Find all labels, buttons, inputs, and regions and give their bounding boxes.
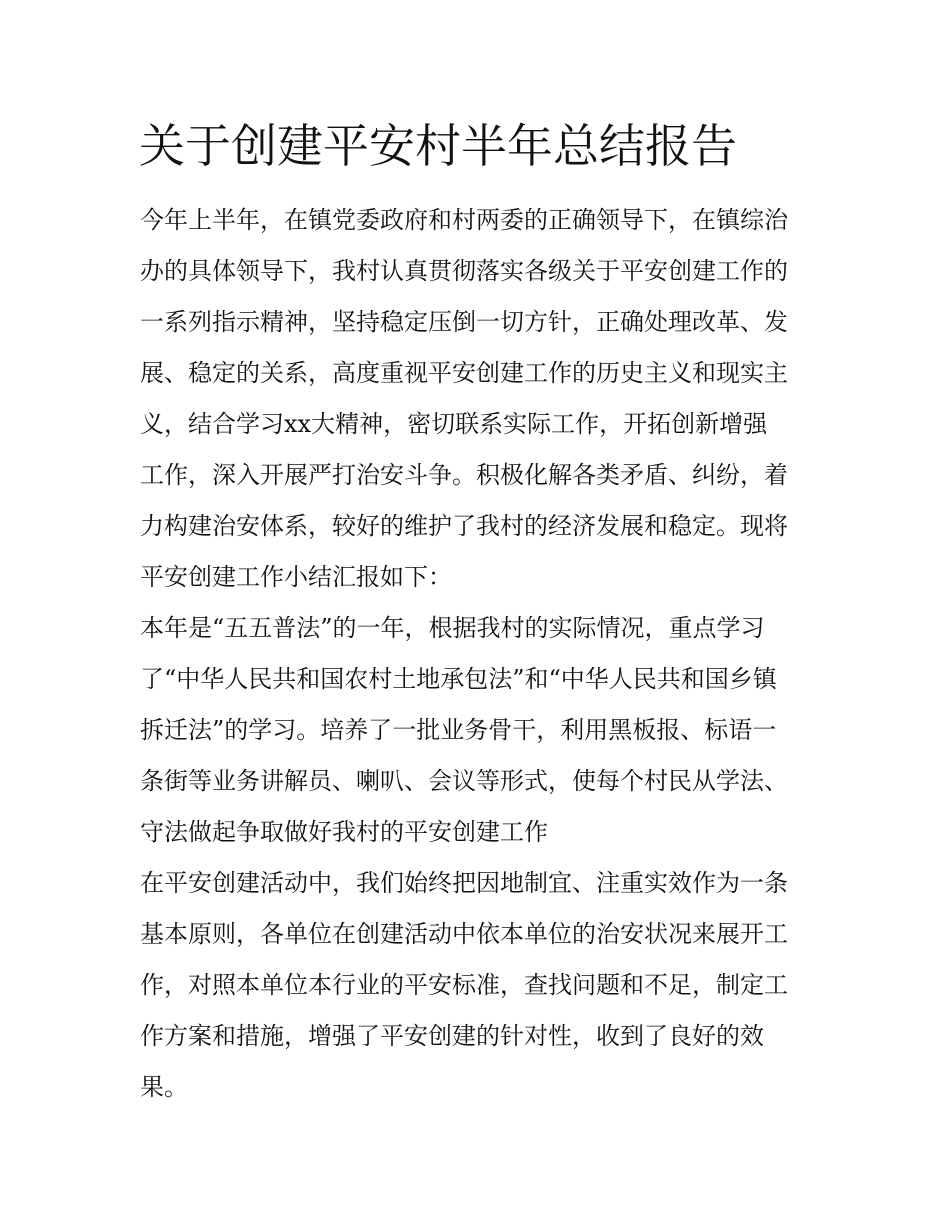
text-line: 工作，深入开展严打治安斗争。积极化解各类矛盾、纠纷，着 [140,461,788,489]
text-line: 果。 [140,1073,188,1101]
text-line: 作方案和措施，增强了平安创建的针对性，收到了良好的效 [140,1022,764,1050]
text-line: 一系列指示精神，坚持稳定压倒一切方针，正确处理改革、发 [140,308,788,336]
document-title: 关于创建平安村半年总结报告 [139,119,737,173]
text-line: 守法做起争取做好我村的平安创建工作 [140,818,548,846]
text-line: 拆迁法”的学习。培养了一批业务骨干，利用黑板报、标语一 [140,716,777,744]
text-line: 展、稳定的关系，高度重视平安创建工作的历史主义和现实主 [140,359,788,387]
text-line: 办的具体领导下，我村认真贯彻落实各级关于平安创建工作的 [140,257,788,285]
text-line: 今年上半年，在镇党委政府和村两委的正确领导下，在镇综治 [140,206,788,234]
text-line: 条街等业务讲解员、喇叭、会议等形式，使每个村民从学法、 [140,767,788,795]
text-line: 力构建治安体系，较好的维护了我村的经济发展和稳定。现将 [140,512,788,540]
text-line: 平安创建工作小结汇报如下： [140,563,452,591]
text-line: 在平安创建活动中，我们始终把因地制宜、注重实效作为一条 [140,869,788,897]
text-line: 基本原则，各单位在创建活动中依本单位的治安状况来展开工 [140,920,788,948]
text-line: 作，对照本单位本行业的平安标准，查找问题和不足，制定工 [140,971,788,999]
text-line: 本年是“五五普法”的一年，根据我村的实际情况，重点学习 [140,614,765,642]
text-line: 义，结合学习xx大精神，密切联系实际工作，开拓创新增强 [140,410,768,438]
text-line: 了“中华人民共和国农村土地承包法”和“中华人民共和国乡镇 [140,665,777,693]
